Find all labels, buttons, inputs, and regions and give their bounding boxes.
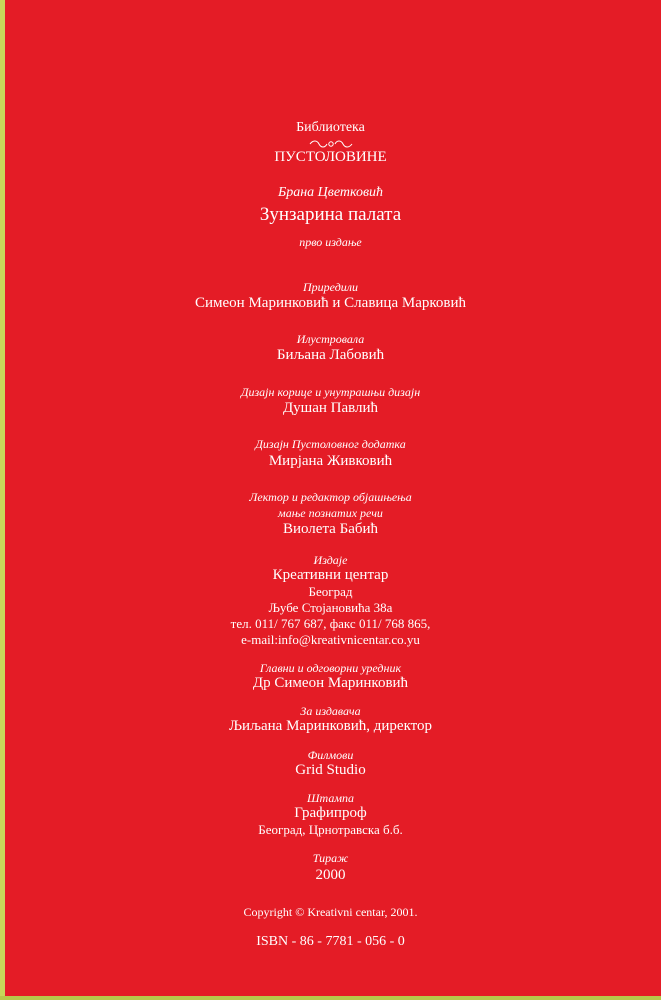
films-role: Филмови xyxy=(307,748,354,762)
print-address: Београд, Црнотравска б.б. xyxy=(258,822,403,837)
credit-name: Душан Павлић xyxy=(282,400,379,416)
credit-name: Биљана Лабовић xyxy=(276,347,385,363)
publisher-phone: тел. 011/ 767 687, факс 011/ 768 865, xyxy=(230,616,431,631)
edition-note: прво издање xyxy=(299,235,362,249)
credit-role: Илустровала xyxy=(296,332,365,346)
print-name: Графипроф xyxy=(294,805,367,821)
run-value: 2000 xyxy=(315,867,346,883)
print-role: Штампа xyxy=(307,791,354,805)
publisher-name: Креативни центар xyxy=(272,567,389,583)
publisher-city: Београд xyxy=(308,584,353,599)
credit-name: Мирјана Живковић xyxy=(268,453,393,469)
publisher-email: e-mail:info@kreativnicentar.co.yu xyxy=(241,632,420,647)
credit-name: Виолета Бабић xyxy=(282,521,379,537)
series-name: ПУСТОЛОВИНЕ xyxy=(274,149,387,165)
series-label: Библиотека xyxy=(296,120,365,135)
editor-role: Главни и одговорни уредник xyxy=(259,661,402,675)
credit-role: Приредили xyxy=(303,280,358,294)
publisher-role: Издаје xyxy=(313,553,348,567)
credit-role: Дизајн корице и унутрашњи дизајн xyxy=(240,385,421,399)
author-name: Брана Цветковић xyxy=(277,185,384,200)
run-role: Тираж xyxy=(312,851,349,865)
for-publisher-role: За издавача xyxy=(300,704,361,718)
credit-role: Лектор и редактор објашњења xyxy=(249,490,412,504)
isbn-line: ISBN - 86 - 7781 - 056 - 0 xyxy=(256,934,405,949)
for-publisher-name: Љиљана Маринковић, директор xyxy=(228,718,433,734)
editor-name: Др Симеон Маринковић xyxy=(252,675,409,691)
credit-name: Симеон Маринковић и Славица Марковић xyxy=(195,295,466,311)
credit-role: Дизајн Пустоловног додатка xyxy=(255,437,406,451)
films-name: Grid Studio xyxy=(295,762,366,778)
copyright-line: Copyright © Kreativni centar, 2001. xyxy=(243,905,418,919)
page-edge-bottom xyxy=(0,996,661,1000)
credit-role-line2: мање познатих речи xyxy=(278,506,383,520)
book-title: Зунзарина палата xyxy=(259,204,402,225)
publisher-address: Љубе Стојановића 38а xyxy=(268,600,393,615)
ornament-icon xyxy=(308,139,354,149)
